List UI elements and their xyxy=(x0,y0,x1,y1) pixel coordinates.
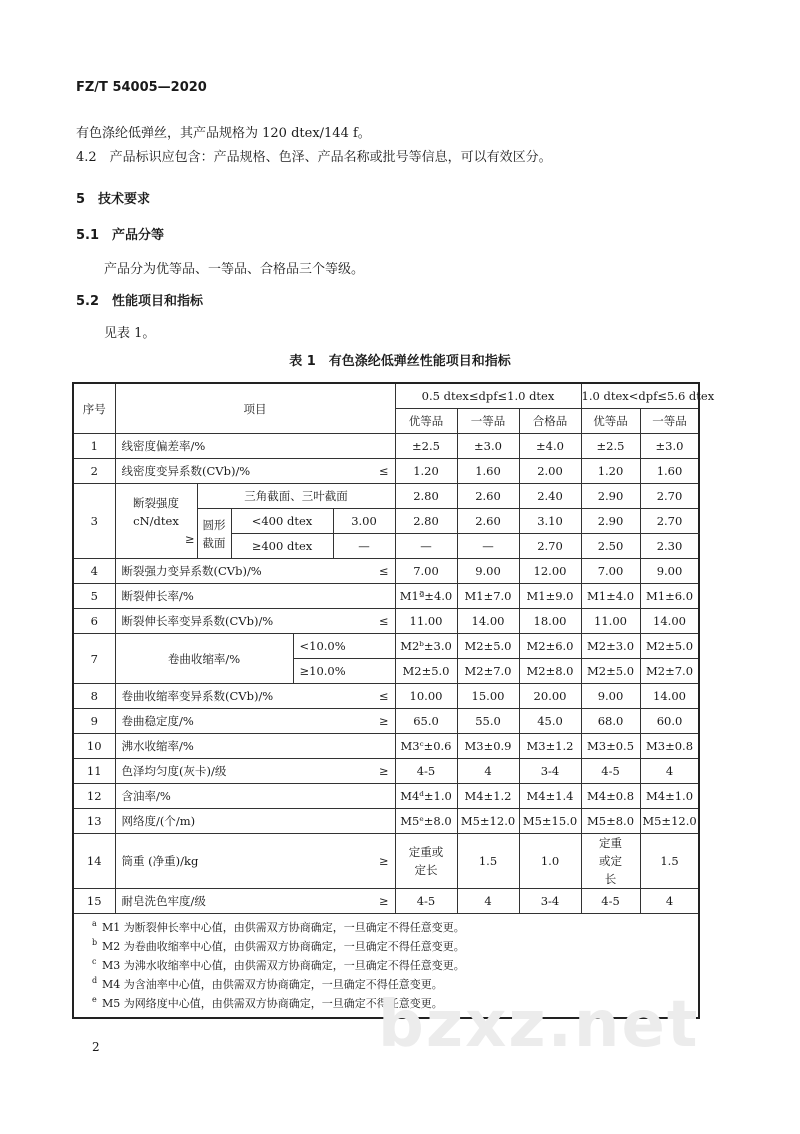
row-number: 2 xyxy=(73,459,115,484)
row-value: 2.50 xyxy=(581,534,640,559)
row-item: 线密度变异系数(CVb)/% xyxy=(115,459,333,484)
row-value: 4 xyxy=(457,759,519,784)
row-value: M1±9.0 xyxy=(519,584,581,609)
page-number: 2 xyxy=(92,1040,100,1054)
row-number: 10 xyxy=(73,734,115,759)
row-item-strength xyxy=(115,484,197,559)
row-item: 断裂伸长率/% xyxy=(115,584,333,609)
row-value: 3.10 xyxy=(519,509,581,534)
grade-label: 优等品 xyxy=(581,409,640,434)
footnote-mark: d xyxy=(92,976,98,985)
row-sign: ≥ xyxy=(333,759,395,784)
row-value: 7.00 xyxy=(581,559,640,584)
row-sign: ≥ xyxy=(333,889,395,914)
row-value: M2±8.0 xyxy=(519,659,581,684)
paragraph-4-2: 4.2 产品标识应包含：产品规格、色泽、产品名称或批号等信息，可以有效区分。 xyxy=(76,150,552,165)
row-item: 沸水收缩率/% xyxy=(115,734,333,759)
row-number: 8 xyxy=(73,684,115,709)
row-value: 2.70 xyxy=(640,509,699,534)
row-value: 14.00 xyxy=(640,684,699,709)
table-row xyxy=(73,759,699,784)
row-value: M2±5.0 xyxy=(581,659,640,684)
row-value: 20.00 xyxy=(519,684,581,709)
row-value: 4 xyxy=(457,889,519,914)
row-value: ±3.0 xyxy=(640,434,699,459)
row-value: 55.0 xyxy=(457,709,519,734)
row-value: 1.20 xyxy=(395,459,457,484)
row-value: 15.00 xyxy=(457,684,519,709)
row-value: 2.60 xyxy=(457,509,519,534)
row-value: 68.0 xyxy=(581,709,640,734)
row-sign xyxy=(333,809,395,834)
row-value: M1±6.0 xyxy=(640,584,699,609)
row-value: 2.90 xyxy=(581,509,640,534)
row-value: 18.00 xyxy=(519,609,581,634)
sub-lt-400: <400 dtex xyxy=(231,509,333,534)
table-row-strength-triangle xyxy=(73,484,699,509)
row-value: 定重或定长 xyxy=(581,834,640,889)
row-sign: ≥ xyxy=(333,709,395,734)
footnote-mark: c xyxy=(92,957,97,966)
row-value: M5±12.0 xyxy=(640,809,699,834)
row-number: 11 xyxy=(73,759,115,784)
row-value: 1.0 xyxy=(519,834,581,889)
row-value: 11.00 xyxy=(581,609,640,634)
row-value: 1.5 xyxy=(457,834,519,889)
footnote-mark: a xyxy=(92,919,97,928)
header-item: 项目 xyxy=(115,383,395,434)
row-value: M3±1.2 xyxy=(519,734,581,759)
grade-label: 合格品 xyxy=(519,409,581,434)
header-group-2: 1.0 dtex<dpf≤5.6 dtex xyxy=(581,383,699,409)
row-value: 9.00 xyxy=(457,559,519,584)
row-number: 13 xyxy=(73,809,115,834)
section-5-2-heading: 5.2 性能项目和指标 xyxy=(76,294,204,309)
row-sign xyxy=(333,584,395,609)
row-value: 10.00 xyxy=(395,684,457,709)
row-value: — xyxy=(333,534,395,559)
row-value: M5±15.0 xyxy=(519,809,581,834)
row-item: 卷曲收缩率/% xyxy=(115,634,293,684)
row-value: ±3.0 xyxy=(457,434,519,459)
paragraph-continuation: 有色涤纶低弹丝，其产品规格为 120 dtex/144 f。 xyxy=(76,126,371,141)
table-row xyxy=(73,609,699,634)
sub-crimp-lt: <10.0% xyxy=(293,634,395,659)
row-value: M2±5.0 xyxy=(395,659,457,684)
footnote-mark: e xyxy=(92,995,97,1004)
grade-label: 优等品 xyxy=(395,409,457,434)
row-value: — xyxy=(457,534,519,559)
row-sign: ≥ xyxy=(333,834,395,889)
footnote-text: M1 为断裂伸长率中心值，由供需双方协商确定，一旦确定不得任意变更。 xyxy=(102,921,465,934)
footnote-text: M2 为卷曲收缩率中心值，由供需双方协商确定，一旦确定不得任意变更。 xyxy=(102,940,465,953)
row-value: 1.5 xyxy=(640,834,699,889)
row-item: 断裂伸长率变异系数(CVb)/% xyxy=(115,609,333,634)
row-item: 卷曲收缩率变异系数(CVb)/% xyxy=(115,684,333,709)
performance-table xyxy=(72,382,715,1019)
row-value: M4ᵈ±1.0 xyxy=(395,784,457,809)
paragraph-5-1: 产品分为优等品、一等品、合格品三个等级。 xyxy=(104,262,365,277)
row-item: 含油率/% xyxy=(115,784,333,809)
row-value: M3±0.8 xyxy=(640,734,699,759)
sub-round xyxy=(197,509,231,559)
row-value: 2.80 xyxy=(395,509,457,534)
row-value: 60.0 xyxy=(640,709,699,734)
row-sign: ≤ xyxy=(333,684,395,709)
row-value: M4±0.8 xyxy=(581,784,640,809)
row-value: M4±1.2 xyxy=(457,784,519,809)
footnote xyxy=(92,937,698,956)
row-value: M4±1.0 xyxy=(640,784,699,809)
row-value: M5ᵉ±8.0 xyxy=(395,809,457,834)
row-value: M4±1.4 xyxy=(519,784,581,809)
watermark: bzxz.net xyxy=(378,988,700,1062)
strength-label: 断裂强度 xyxy=(133,496,179,510)
row-number: 15 xyxy=(73,889,115,914)
row-item: 耐皂洗色牢度/级 xyxy=(115,889,333,914)
table-row xyxy=(73,709,699,734)
row-value: 2.00 xyxy=(519,459,581,484)
footnote-mark: b xyxy=(92,938,98,947)
footnote-text: M3 为沸水收缩率中心值，由供需双方协商确定，一旦确定不得任意变更。 xyxy=(102,959,465,972)
row-value: 45.0 xyxy=(519,709,581,734)
row-value: 4 xyxy=(640,759,699,784)
row-value: 1.20 xyxy=(581,459,640,484)
table-row xyxy=(73,834,699,889)
table-row xyxy=(73,584,699,609)
row-value: M2±6.0 xyxy=(519,634,581,659)
header-seq: 序号 xyxy=(73,383,115,434)
table-row-crimp-lt xyxy=(73,634,699,659)
row-value: ±4.0 xyxy=(519,434,581,459)
row-item: 卷曲稳定度/% xyxy=(115,709,333,734)
strength-sign: ≥ xyxy=(184,532,195,546)
sub-ge-400: ≥400 dtex xyxy=(231,534,333,559)
table-row xyxy=(73,459,699,484)
row-value: M2±3.0 xyxy=(581,634,640,659)
row-value: 3.00 xyxy=(333,509,395,534)
row-value: M5±8.0 xyxy=(581,809,640,834)
row-sign: ≤ xyxy=(333,609,395,634)
row-value: ±2.5 xyxy=(395,434,457,459)
row-sign xyxy=(333,434,395,459)
row-value: 定重或定长 xyxy=(395,834,457,889)
row-item: 网络度/(个/m) xyxy=(115,809,333,834)
row-value: 4-5 xyxy=(581,889,640,914)
row-value: 2.70 xyxy=(519,534,581,559)
row-value: 14.00 xyxy=(457,609,519,634)
row-value: 2.60 xyxy=(457,484,519,509)
row-sign xyxy=(333,734,395,759)
section-5-1-heading: 5.1 产品分等 xyxy=(76,228,165,243)
strength-unit: cN/dtex xyxy=(133,514,179,528)
table-caption: 表 1 有色涤纶低弹丝性能项目和指标 xyxy=(289,354,511,369)
row-sign: ≤ xyxy=(333,559,395,584)
table-row xyxy=(73,559,699,584)
row-item: 色泽均匀度(灰卡)/级 xyxy=(115,759,333,784)
row-number: 4 xyxy=(73,559,115,584)
header-group-1: 0.5 dtex≤dpf≤1.0 dtex xyxy=(395,383,581,409)
row-value: M3±0.5 xyxy=(581,734,640,759)
row-value: 4 xyxy=(640,889,699,914)
row-value: 2.40 xyxy=(519,484,581,509)
row-number: 5 xyxy=(73,584,115,609)
row-value: M2±7.0 xyxy=(457,659,519,684)
standard-number-header: FZ/T 54005—2020 xyxy=(76,80,207,95)
row-value: M1ª±4.0 xyxy=(395,584,457,609)
sub-crimp-ge: ≥10.0% xyxy=(293,659,395,684)
footnote xyxy=(92,918,698,937)
row-number: 3 xyxy=(73,484,115,559)
row-item: 断裂强力变异系数(CVb)/% xyxy=(115,559,333,584)
footnote-text: M4 为含油率中心值，由供需双方协商确定，一旦确定不得任意变更。 xyxy=(102,978,443,991)
row-value: 9.00 xyxy=(581,684,640,709)
paragraph-5-2: 见表 1。 xyxy=(104,326,156,341)
row-value: M2ᵇ±3.0 xyxy=(395,634,457,659)
row-value: 65.0 xyxy=(395,709,457,734)
table-row xyxy=(73,734,699,759)
table-row xyxy=(73,809,699,834)
row-value: M2±5.0 xyxy=(457,634,519,659)
row-value: M3ᶜ±0.6 xyxy=(395,734,457,759)
row-value: M5±12.0 xyxy=(457,809,519,834)
row-number: 9 xyxy=(73,709,115,734)
row-value: 1.60 xyxy=(457,459,519,484)
table-row xyxy=(73,889,699,914)
grade-label: 一等品 xyxy=(640,409,699,434)
row-value: 1.60 xyxy=(640,459,699,484)
row-value: 2.70 xyxy=(640,484,699,509)
row-number: 6 xyxy=(73,609,115,634)
row-number: 14 xyxy=(73,834,115,889)
row-value: M3±0.9 xyxy=(457,734,519,759)
row-value: 9.00 xyxy=(640,559,699,584)
row-item: 线密度偏差率/% xyxy=(115,434,333,459)
row-number: 12 xyxy=(73,784,115,809)
round-label: 圆形 xyxy=(202,517,226,532)
row-value: M2±7.0 xyxy=(640,659,699,684)
footnote xyxy=(92,956,698,975)
table-header-row xyxy=(73,383,699,409)
row-value: 4-5 xyxy=(395,759,457,784)
section-label: 截面 xyxy=(202,535,226,550)
row-value: 2.90 xyxy=(581,484,640,509)
row-value: 7.00 xyxy=(395,559,457,584)
row-item: 筒重 (净重)/kg xyxy=(115,834,333,889)
row-value: M2±5.0 xyxy=(640,634,699,659)
row-value: 3-4 xyxy=(519,759,581,784)
row-value: 4-5 xyxy=(395,889,457,914)
table-row xyxy=(73,784,699,809)
row-value: M1±4.0 xyxy=(581,584,640,609)
table-row xyxy=(73,434,699,459)
grade-label: 一等品 xyxy=(457,409,519,434)
row-value: 4-5 xyxy=(581,759,640,784)
row-value: 2.30 xyxy=(640,534,699,559)
row-number: 7 xyxy=(73,634,115,684)
row-sign xyxy=(333,784,395,809)
row-value: 14.00 xyxy=(640,609,699,634)
row-value: M1±7.0 xyxy=(457,584,519,609)
section-5-heading: 5 技术要求 xyxy=(76,192,151,207)
row-value: 12.00 xyxy=(519,559,581,584)
row-value: 2.80 xyxy=(395,484,457,509)
footnote-text: M5 为网络度中心值，由供需双方协商确定，一旦确定不得任意变更。 xyxy=(102,997,443,1010)
row-sign: ≤ xyxy=(333,459,395,484)
row-value: 11.00 xyxy=(395,609,457,634)
sub-triangle: 三角截面、三叶截面 xyxy=(197,484,395,509)
row-value: 3-4 xyxy=(519,889,581,914)
row-value: — xyxy=(395,534,457,559)
row-number: 1 xyxy=(73,434,115,459)
row-value: ±2.5 xyxy=(581,434,640,459)
table-row xyxy=(73,684,699,709)
